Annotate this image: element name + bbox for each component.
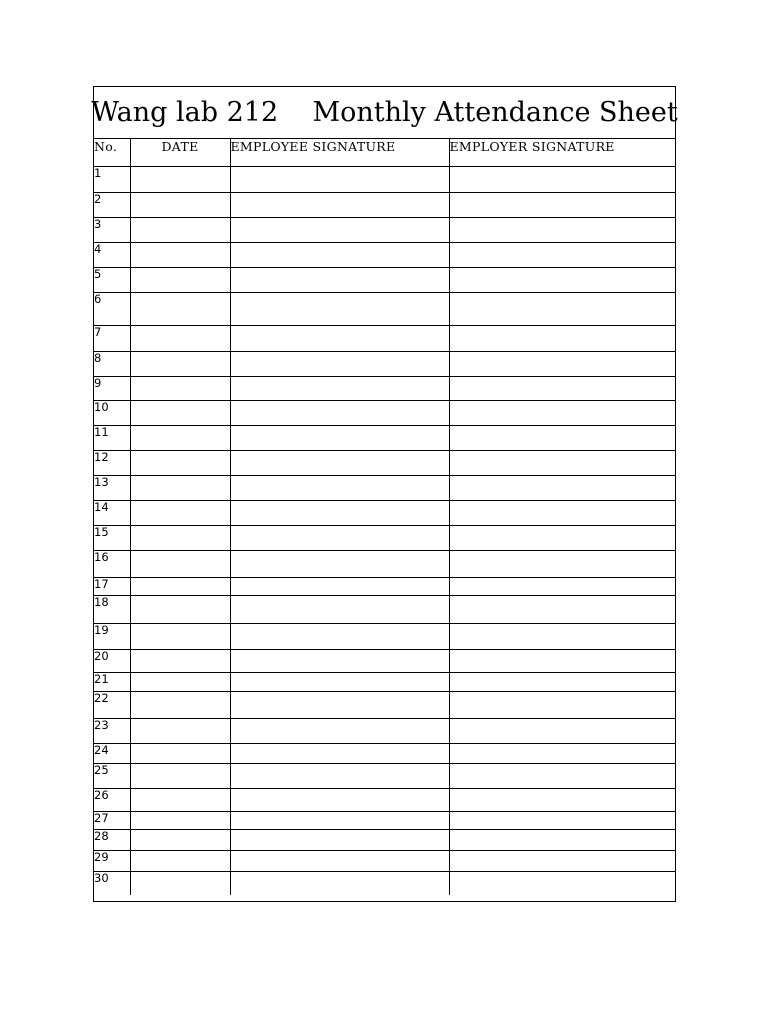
employer-signature-cell[interactable]: [449, 691, 675, 718]
table-row: [94, 788, 675, 811]
date-cell[interactable]: [130, 166, 230, 192]
row-number: 20: [94, 649, 130, 672]
row-number: 30: [94, 871, 130, 895]
row-number: 3: [94, 217, 130, 242]
table-row: [94, 425, 675, 450]
employer-signature-cell[interactable]: [449, 595, 675, 623]
employee-signature-cell[interactable]: [230, 242, 449, 267]
header-row: [94, 139, 675, 166]
table-row: [94, 829, 675, 850]
row-number: 22: [94, 691, 130, 718]
date-cell[interactable]: [130, 788, 230, 811]
table-row: [94, 623, 675, 649]
employee-signature-cell[interactable]: [230, 829, 449, 850]
date-cell[interactable]: [130, 376, 230, 400]
row-number: 21: [94, 672, 130, 691]
table-row: [94, 850, 675, 871]
table-row: [94, 672, 675, 691]
employee-signature-cell[interactable]: [230, 718, 449, 743]
employee-signature-cell[interactable]: [230, 595, 449, 623]
employee-signature-cell[interactable]: [230, 450, 449, 475]
row-number: 18: [94, 595, 130, 623]
table-row: [94, 400, 675, 425]
table-row: [94, 450, 675, 475]
row-number: 1: [94, 166, 130, 192]
employer-signature-cell[interactable]: [449, 649, 675, 672]
employee-signature-cell[interactable]: [230, 763, 449, 788]
header-date: DATE: [130, 139, 230, 166]
table-row: [94, 376, 675, 400]
employee-signature-cell[interactable]: [230, 691, 449, 718]
date-cell[interactable]: [130, 217, 230, 242]
row-number: 13: [94, 475, 130, 500]
table-row: [94, 242, 675, 267]
date-cell[interactable]: [130, 351, 230, 376]
employer-signature-cell[interactable]: [449, 672, 675, 691]
employer-signature-cell[interactable]: [449, 325, 675, 351]
date-cell[interactable]: [130, 242, 230, 267]
date-cell[interactable]: [130, 475, 230, 500]
row-number: 17: [94, 577, 130, 595]
row-number: 12: [94, 450, 130, 475]
date-cell[interactable]: [130, 672, 230, 691]
table-row: [94, 325, 675, 351]
employee-signature-cell[interactable]: [230, 811, 449, 829]
date-cell[interactable]: [130, 550, 230, 577]
employer-signature-cell[interactable]: [449, 871, 675, 895]
date-cell[interactable]: [130, 577, 230, 595]
row-number: 7: [94, 325, 130, 351]
employee-signature-cell[interactable]: [230, 400, 449, 425]
date-cell[interactable]: [130, 292, 230, 325]
employer-signature-cell[interactable]: [449, 829, 675, 850]
row-number: 19: [94, 623, 130, 649]
table-row: [94, 500, 675, 525]
row-number: 4: [94, 242, 130, 267]
date-cell[interactable]: [130, 649, 230, 672]
date-cell[interactable]: [130, 718, 230, 743]
employer-signature-cell[interactable]: [449, 292, 675, 325]
header-no: No.: [94, 139, 130, 166]
row-number: 9: [94, 376, 130, 400]
date-cell[interactable]: [130, 623, 230, 649]
employer-signature-cell[interactable]: [449, 400, 675, 425]
header-employee-signature: EMPLOYEE SIGNATURE: [230, 139, 449, 166]
employee-signature-cell[interactable]: [230, 475, 449, 500]
employer-signature-cell[interactable]: [449, 425, 675, 450]
date-cell[interactable]: [130, 425, 230, 450]
table-row: [94, 871, 675, 895]
row-number: 6: [94, 292, 130, 325]
employee-signature-cell[interactable]: [230, 192, 449, 217]
employer-signature-cell[interactable]: [449, 788, 675, 811]
row-number: 27: [94, 811, 130, 829]
date-cell[interactable]: [130, 525, 230, 550]
table-row: [94, 649, 675, 672]
employee-signature-cell[interactable]: [230, 577, 449, 595]
employee-signature-cell[interactable]: [230, 325, 449, 351]
employee-signature-cell[interactable]: [230, 217, 449, 242]
row-number: 14: [94, 500, 130, 525]
employer-signature-cell[interactable]: [449, 550, 675, 577]
date-cell[interactable]: [130, 500, 230, 525]
table-row: [94, 166, 675, 192]
row-number: 28: [94, 829, 130, 850]
employer-signature-cell[interactable]: [449, 525, 675, 550]
date-cell[interactable]: [130, 450, 230, 475]
table-row: [94, 525, 675, 550]
employee-signature-cell[interactable]: [230, 351, 449, 376]
employer-signature-cell[interactable]: [449, 242, 675, 267]
table-row: [94, 718, 675, 743]
date-cell[interactable]: [130, 267, 230, 292]
employer-signature-cell[interactable]: [449, 763, 675, 788]
employee-signature-cell[interactable]: [230, 850, 449, 871]
row-number: 15: [94, 525, 130, 550]
employer-signature-cell[interactable]: [449, 577, 675, 595]
table-row: [94, 691, 675, 718]
row-number: 8: [94, 351, 130, 376]
table-row: [94, 743, 675, 763]
date-cell[interactable]: [130, 850, 230, 871]
table-row: [94, 267, 675, 292]
table-row: [94, 475, 675, 500]
employee-signature-cell[interactable]: [230, 743, 449, 763]
employer-signature-cell[interactable]: [449, 217, 675, 242]
row-number: 11: [94, 425, 130, 450]
employer-signature-cell[interactable]: [449, 850, 675, 871]
employee-signature-cell[interactable]: [230, 871, 449, 895]
employer-signature-cell[interactable]: [449, 351, 675, 376]
employee-signature-cell[interactable]: [230, 376, 449, 400]
employee-signature-cell[interactable]: [230, 550, 449, 577]
date-cell[interactable]: [130, 743, 230, 763]
employee-signature-cell[interactable]: [230, 649, 449, 672]
employee-signature-cell[interactable]: [230, 292, 449, 325]
employee-signature-cell[interactable]: [230, 672, 449, 691]
table-row: [94, 292, 675, 325]
employer-signature-cell[interactable]: [449, 623, 675, 649]
date-cell[interactable]: [130, 763, 230, 788]
row-number: 25: [94, 763, 130, 788]
employee-signature-cell[interactable]: [230, 267, 449, 292]
date-cell[interactable]: [130, 829, 230, 850]
date-cell[interactable]: [130, 691, 230, 718]
date-cell[interactable]: [130, 811, 230, 829]
attendance-sheet: [93, 86, 676, 902]
header-employer-signature: EMPLOYER SIGNATURE: [449, 139, 675, 166]
table-row: [94, 595, 675, 623]
table-row: [94, 192, 675, 217]
date-cell[interactable]: [130, 192, 230, 217]
row-number: 26: [94, 788, 130, 811]
employee-signature-cell[interactable]: [230, 166, 449, 192]
employer-signature-cell[interactable]: [449, 450, 675, 475]
employee-signature-cell[interactable]: [230, 623, 449, 649]
table-row: [94, 763, 675, 788]
employee-signature-cell[interactable]: [230, 525, 449, 550]
row-number: 10: [94, 400, 130, 425]
employee-signature-cell[interactable]: [230, 500, 449, 525]
row-number: 2: [94, 192, 130, 217]
row-number: 16: [94, 550, 130, 577]
employer-signature-cell[interactable]: [449, 267, 675, 292]
table-row: [94, 811, 675, 829]
date-cell[interactable]: [130, 325, 230, 351]
table-row: [94, 351, 675, 376]
date-cell[interactable]: [130, 595, 230, 623]
row-number: 29: [94, 850, 130, 871]
date-cell[interactable]: [130, 400, 230, 425]
employer-signature-cell[interactable]: [449, 475, 675, 500]
employee-signature-cell[interactable]: [230, 788, 449, 811]
attendance-table: [94, 139, 675, 895]
table-row: [94, 217, 675, 242]
row-number: 5: [94, 267, 130, 292]
date-cell[interactable]: [130, 871, 230, 895]
employee-signature-cell[interactable]: [230, 425, 449, 450]
table-body: [94, 166, 675, 895]
row-number: 24: [94, 743, 130, 763]
table-row: [94, 550, 675, 577]
employer-signature-cell[interactable]: [449, 743, 675, 763]
employer-signature-cell[interactable]: [449, 500, 675, 525]
employer-signature-cell[interactable]: [449, 811, 675, 829]
employer-signature-cell[interactable]: [449, 192, 675, 217]
employer-signature-cell[interactable]: [449, 718, 675, 743]
row-number: 23: [94, 718, 130, 743]
employer-signature-cell[interactable]: [449, 376, 675, 400]
sheet-title: Wang lab 212 Monthly Attendance Sheet: [94, 87, 675, 139]
employer-signature-cell[interactable]: [449, 166, 675, 192]
table-row: [94, 577, 675, 595]
